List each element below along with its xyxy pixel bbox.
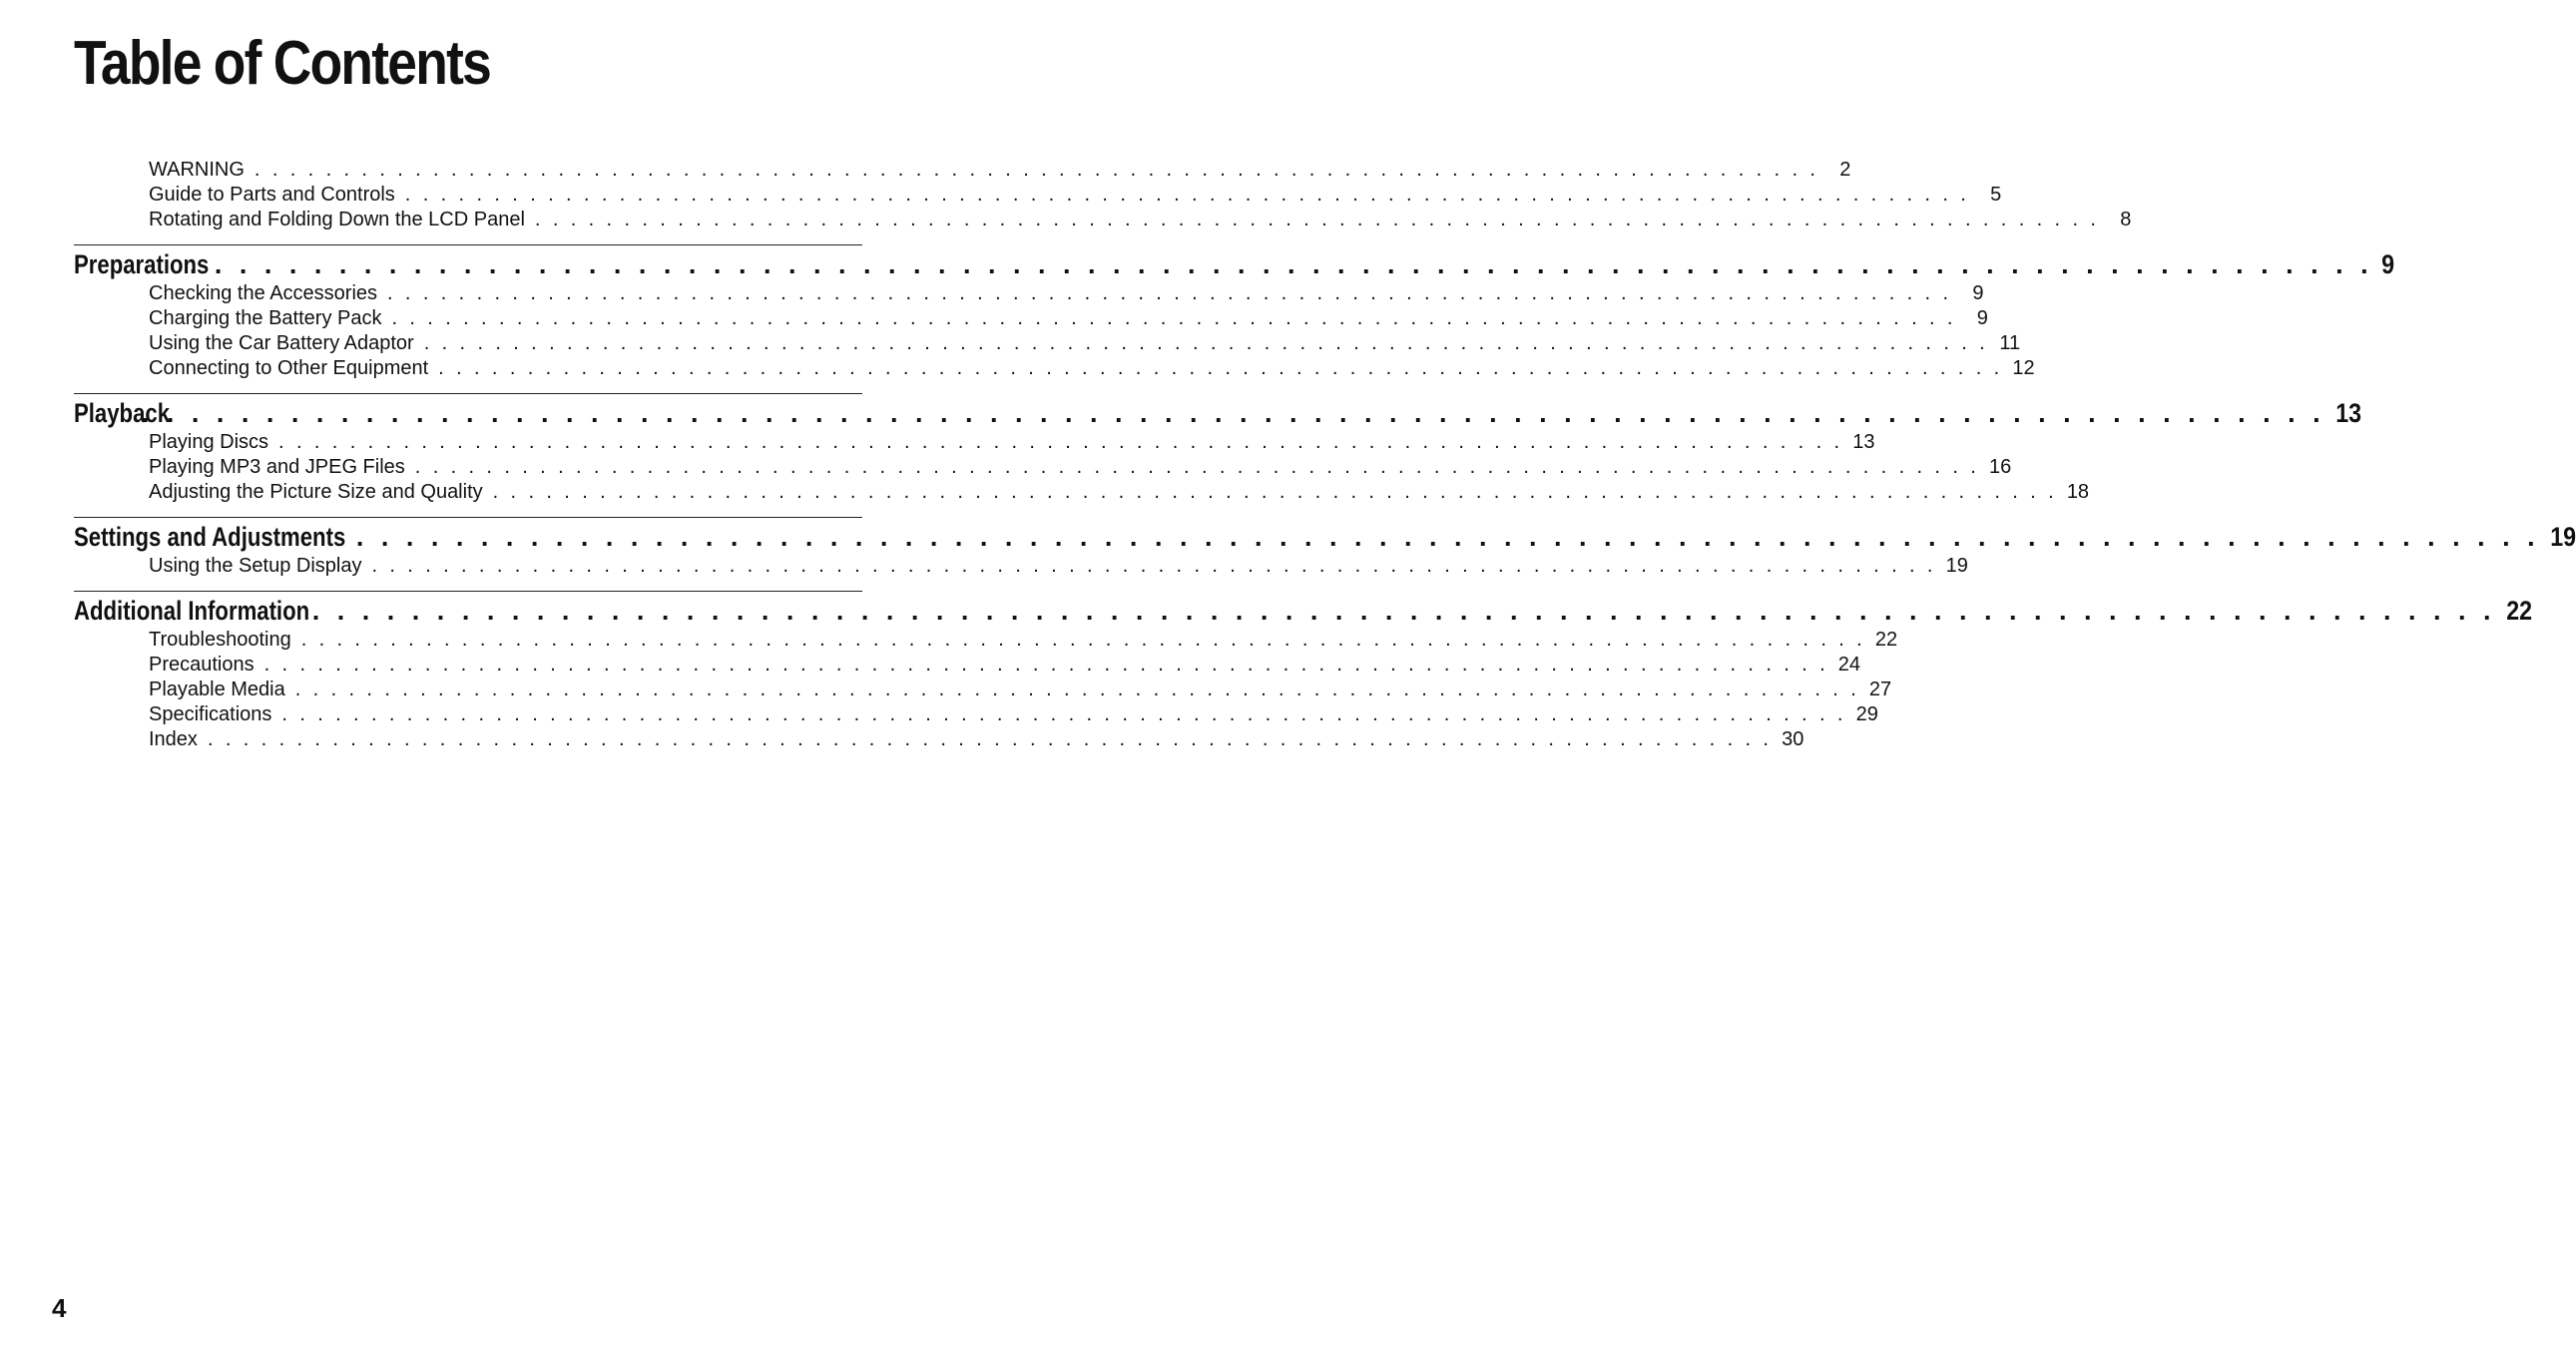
toc-entry-charging-battery[interactable] xyxy=(149,306,1988,331)
toc-section-intro xyxy=(74,158,2132,232)
toc-entry-page: 11 xyxy=(1999,332,2021,354)
toc-entry-connecting-equipment[interactable] xyxy=(149,356,2035,381)
toc-section-additional xyxy=(74,591,2532,752)
toc-entry-label: Playing MP3 and JPEG Files xyxy=(149,456,405,478)
toc-section-playback xyxy=(74,393,2361,505)
toc-entry-troubleshooting[interactable] xyxy=(149,628,1898,653)
toc-heading-settings[interactable] xyxy=(74,520,2576,554)
toc-heading-page: 22 xyxy=(2505,596,2532,626)
toc-entry-label: Rotating and Folding Down the LCD Panel xyxy=(149,209,525,230)
toc-section-preparations xyxy=(74,244,2394,381)
dot-leader: . . . . . . . . . . . . . . . . . . . . . . . . . . . . . . . . . . . . . . . . . . . . . . . . . . . . . . . . . . . . . . . . . . . . . . . . . . . . . . . . . . . . . . . . xyxy=(254,159,1819,181)
toc-section-settings xyxy=(74,517,2576,579)
dot-leader: . . . . . . . . . . . . . . . . . . . . . . . . . . . . . . . . . . . . . . . . . . . . . . . . . . . . . . . . . . . . . . . . . . . . . . . . . . . . . . . . . . . . . . . . xyxy=(414,456,1980,478)
toc-entry-page: 2 xyxy=(1839,159,1851,181)
dot-leader: . . . . . . . . . . . . . . . . . . . . . . . . . . . . . . . . . . . . . . . . . . . . . . . . . . . . . . . . . . . . . . . . . . . . . . . . . . . . . . . . . . . . . . . . xyxy=(281,703,1846,725)
dot-leader: . . . . . . . . . . . . . . . . . . . . . . . . . . . . . . . . . . . . . . . . . . . . . . . . . . . . . . . . . . . . . . . . . . . . . . . . . . . . . . . . . . . . . . . . xyxy=(294,678,1860,700)
toc-entry-page: 29 xyxy=(1855,703,1878,725)
dot-leader: . . . . . . . . . . . . . . . . . . . . . . . . . . . . . . . . . . . . . . . . . . . . . . . . . . . . . . . . . . . . . . . . . . . . . . . . . . . . . . . . . . . . . . . . xyxy=(438,357,2003,379)
toc-heading-preparations[interactable] xyxy=(74,247,2394,281)
toc-entry-list xyxy=(74,158,2132,232)
toc-entry-page: 9 xyxy=(1976,307,1988,329)
toc-entry-label: Checking the Accessories xyxy=(149,282,378,304)
dot-leader: . . . . . . . . . . . . . . . . . . . . . . . . . . . . . . . . . . . . . . . . . . . . . . . . . . . . . . . . . . . . . . . . . . . . . . . . . . . . . . . . . . . . . . . . xyxy=(391,307,1956,329)
page-number: 4 xyxy=(52,1293,67,1323)
dot-leader: . . . . . . . . . . . . . . . . . . . . . . . . . . . . . . . . . . . . . . . . . . . . . . . . . . . . . . . . . . . . . . . . . . . . . . . . . . . . . . . . . . . . . . . . xyxy=(387,282,1952,304)
dot-leader: . . . . . . . . . . . . . . . . . . . . . . . . . . . . . . . . . . . . . . . . . . . . . . . . . . . . . . . . . . . . . . . . . . . . . . . . . . . . . . . . . . . . . . . . xyxy=(371,555,1936,577)
toc-entry-guide-to-parts[interactable] xyxy=(149,183,2002,208)
toc-heading-page: 19 xyxy=(2549,522,2576,552)
dot-leader: . . . . . . . . . . . . . . . . . . . . . . . . . . . . . . . . . . . . . . . . . . . . . . . . . . . . . . . . . . . . . . . . . . . . . . . . . . . . . . . . . . . . . . . . xyxy=(311,596,2496,626)
toc-entry-page: 30 xyxy=(1782,728,1804,750)
toc-entry-specifications[interactable] xyxy=(149,702,1878,727)
toc-entry-index[interactable] xyxy=(149,727,1804,752)
toc-entry-page: 8 xyxy=(2120,209,2132,230)
toc-heading-page: 9 xyxy=(2380,249,2394,279)
dot-leader: . . . . . . . . . . . . . . . . . . . . . . . . . . . . . . . . . . . . . . . . . . . . . . . . . . . . . . . . . . . . . . . . . . . . . . . . . . . . . . . . . . . . . . . . xyxy=(423,332,1989,354)
toc-heading-additional[interactable] xyxy=(74,594,2532,628)
toc-entry-page: 18 xyxy=(2066,481,2090,503)
toc-entry-list xyxy=(74,281,2035,381)
toc-entry-label: Using the Setup Display xyxy=(149,555,362,577)
toc-heading-label: Settings and Adjustments xyxy=(74,522,346,552)
toc-entry-label: Connecting to Other Equipment xyxy=(149,357,429,379)
table-of-contents xyxy=(74,158,2576,764)
toc-entry-picture-size[interactable] xyxy=(149,480,2090,505)
toc-entry-label: Precautions xyxy=(149,654,255,676)
toc-entry-page: 13 xyxy=(1852,431,1875,453)
toc-heading-playback[interactable] xyxy=(74,396,2361,430)
toc-entry-page: 19 xyxy=(1945,555,1968,577)
dot-leader: . . . . . . . . . . . . . . . . . . . . . . . . . . . . . . . . . . . . . . . . . . . . . . . . . . . . . . . . . . . . . . . . . . . . . . . . . . . . . . . . . . . . . . . . xyxy=(278,431,1843,453)
toc-entry-page: 24 xyxy=(1837,654,1861,676)
toc-entry-list xyxy=(74,628,1898,752)
toc-heading-label: Additional Information xyxy=(74,596,310,626)
toc-entry-label: Playable Media xyxy=(149,678,285,700)
toc-entry-mp3-jpeg[interactable] xyxy=(149,455,2012,480)
dot-leader: . . . . . . . . . . . . . . . . . . . . . . . . . . . . . . . . . . . . . . . . . . . . . . . . . . . . . . . . . . . . . . . . . . . . . . . . . . . . . . . . . . . . . . . . xyxy=(141,398,2325,428)
page-title: Table of Contents xyxy=(74,29,491,98)
toc-entry-label: Index xyxy=(149,728,198,750)
toc-entry-label: Troubleshooting xyxy=(149,629,291,651)
toc-entry-warning[interactable] xyxy=(149,158,1851,183)
toc-entry-playable-media[interactable] xyxy=(149,677,1892,702)
toc-entry-setup-display[interactable] xyxy=(149,554,1968,579)
toc-entry-label: Adjusting the Picture Size and Quality xyxy=(149,481,483,503)
dot-leader: . . . . . . . . . . . . . . . . . . . . . . . . . . . . . . . . . . . . . . . . . . . . . . . . . . . . . . . . . . . . . . . . . . . . . . . . . . . . . . . . . . . . . . . . xyxy=(189,249,2373,279)
toc-entry-checking-accessories[interactable] xyxy=(149,281,1984,306)
toc-entry-list xyxy=(74,430,2090,505)
dot-leader: . . . . . . . . . . . . . . . . . . . . . . . . . . . . . . . . . . . . . . . . . . . . . . . . . . . . . . . . . . . . . . . . . . . . . . . . . . . . . . . . . . . . . . . . xyxy=(492,481,2058,503)
dot-leader: . . . . . . . . . . . . . . . . . . . . . . . . . . . . . . . . . . . . . . . . . . . . . . . . . . . . . . . . . . . . . . . . . . . . . . . . . . . . . . . . . . . . . . . . xyxy=(263,654,1829,676)
toc-entry-page: 16 xyxy=(1988,456,2012,478)
dot-leader: . . . . . . . . . . . . . . . . . . . . . . . . . . . . . . . . . . . . . . . . . . . . . . . . . . . . . . . . . . . . . . . . . . . . . . . . . . . . . . . . . . . . . . . . xyxy=(300,629,1866,651)
toc-heading-label: Playback xyxy=(74,398,171,428)
toc-entry-page: 12 xyxy=(2012,357,2035,379)
toc-entry-page: 9 xyxy=(1972,282,1984,304)
toc-heading-page: 13 xyxy=(2334,398,2361,428)
toc-entry-label: Guide to Parts and Controls xyxy=(149,184,395,206)
dot-leader: . . . . . . . . . . . . . . . . . . . . . . . . . . . . . . . . . . . . . . . . . . . . . . . . . . . . . . . . . . . . . . . . . . . . . . . . . . . . . . . . . . . . . . . . xyxy=(207,728,1773,750)
toc-entry-page: 22 xyxy=(1874,629,1898,651)
toc-entry-rotating-lcd[interactable] xyxy=(149,208,2132,232)
toc-entry-label: WARNING xyxy=(149,159,245,181)
toc-entry-precautions[interactable] xyxy=(149,653,1861,677)
toc-entry-label: Using the Car Battery Adaptor xyxy=(149,332,414,354)
toc-heading-label: Preparations xyxy=(74,249,210,279)
toc-entry-page: 27 xyxy=(1868,678,1892,700)
toc-entry-label: Specifications xyxy=(149,703,272,725)
dot-leader: . . . . . . . . . . . . . . . . . . . . . . . . . . . . . . . . . . . . . . . . . . . . . . . . . . . . . . . . . . . . . . . . . . . . . . . . . . . . . . . . . . . . . . . . xyxy=(404,184,1970,206)
dot-leader: . . . . . . . . . . . . . . . . . . . . . . . . . . . . . . . . . . . . . . . . . . . . . . . . . . . . . . . . . . . . . . . . . . . . . . . . . . . . . . . . . . . . . . . . xyxy=(355,522,2540,552)
toc-entry-list xyxy=(74,554,1968,579)
toc-entry-label: Charging the Battery Pack xyxy=(149,307,382,329)
dot-leader: . . . . . . . . . . . . . . . . . . . . . . . . . . . . . . . . . . . . . . . . . . . . . . . . . . . . . . . . . . . . . . . . . . . . . . . . . . . . . . . . . . . . . . . . xyxy=(534,209,2100,230)
toc-entry-playing-discs[interactable] xyxy=(149,430,1875,455)
toc-entry-page: 5 xyxy=(1990,184,2002,206)
toc-entry-label: Playing Discs xyxy=(149,431,269,453)
toc-entry-car-battery-adaptor[interactable] xyxy=(149,331,2021,356)
